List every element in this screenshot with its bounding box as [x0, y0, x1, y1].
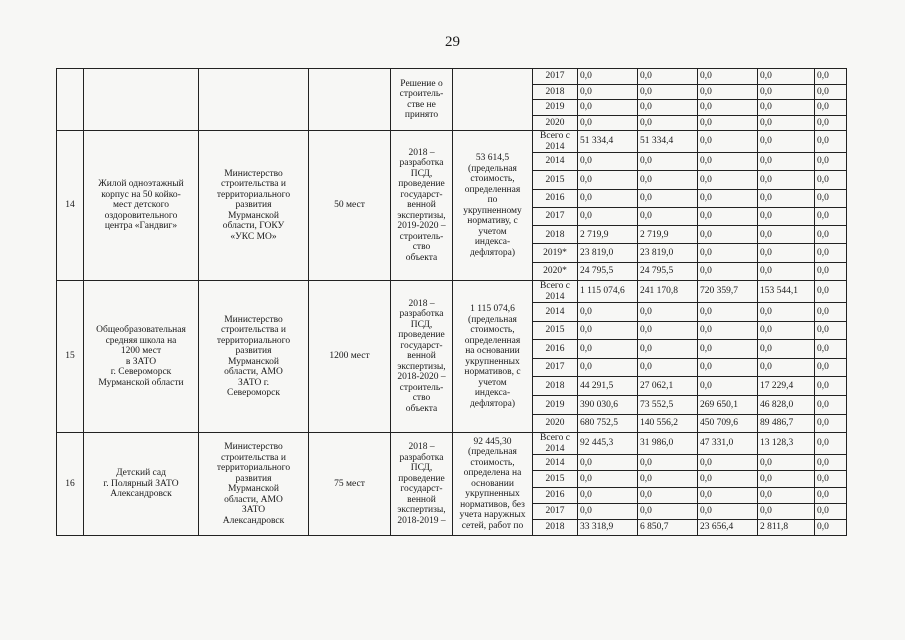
- funding-value: 23 656,4: [698, 519, 758, 535]
- funding-value: 0,0: [578, 340, 638, 359]
- funding-value: 0,0: [578, 503, 638, 519]
- funding-value: 0,0: [578, 321, 638, 340]
- year-cell: Всего с 2014: [533, 131, 578, 153]
- construction-decision: 2018 – разработка ПСД, проведение государст- венной экспертизы, 2018-2019 –: [391, 433, 453, 536]
- funding-value: 0,0: [815, 207, 847, 225]
- funding-value: 0,0: [638, 84, 698, 100]
- object-name: Детский сад г. Полярный ЗАТО Александровск: [84, 433, 199, 536]
- responsible-org: [199, 69, 309, 131]
- table-body: [57, 69, 847, 536]
- funding-value: 0,0: [698, 471, 758, 487]
- funding-value: 153 544,1: [758, 281, 815, 303]
- funding-value: 0,0: [698, 377, 758, 396]
- funding-value: 17 229,4: [758, 377, 815, 396]
- funding-value: 0,0: [758, 84, 815, 100]
- funding-value: 0,0: [578, 358, 638, 377]
- funding-value: 0,0: [698, 171, 758, 189]
- funding-value: 0,0: [758, 100, 815, 116]
- year-cell: 2018: [533, 519, 578, 535]
- funding-value: 0,0: [698, 321, 758, 340]
- funding-value: 89 486,7: [758, 414, 815, 433]
- responsible-org: Министерство строительства и территориального развития Мурманской области, АМО ЗАТО г. Североморск: [199, 281, 309, 433]
- object-capacity: 75 мест: [309, 433, 391, 536]
- year-cell: 2016: [533, 189, 578, 207]
- table-row: [57, 281, 847, 303]
- funding-value: 0,0: [758, 471, 815, 487]
- year-cell: 2017: [533, 69, 578, 85]
- funding-value: 0,0: [758, 207, 815, 225]
- funding-value: 0,0: [815, 321, 847, 340]
- funding-value: 2 719,9: [578, 226, 638, 244]
- funding-value: 0,0: [698, 189, 758, 207]
- funding-value: 23 819,0: [578, 244, 638, 262]
- funding-value: 0,0: [758, 171, 815, 189]
- funding-value: 0,0: [815, 396, 847, 415]
- year-cell: 2019: [533, 100, 578, 116]
- funding-value: 0,0: [815, 433, 847, 455]
- funding-value: 0,0: [815, 281, 847, 303]
- year-cell: 2018: [533, 84, 578, 100]
- funding-value: 92 445,3: [578, 433, 638, 455]
- funding-value: 0,0: [758, 503, 815, 519]
- funding-value: 0,0: [638, 100, 698, 116]
- funding-value: 0,0: [815, 303, 847, 322]
- funding-value: 0,0: [758, 131, 815, 153]
- year-cell: 2015: [533, 171, 578, 189]
- funding-value: 1 115 074,6: [578, 281, 638, 303]
- funding-value: 0,0: [698, 100, 758, 116]
- responsible-org: Министерство строительства и территориального развития Мурманской области, АМО ЗАТО Александровск: [199, 433, 309, 536]
- object-capacity: [309, 69, 391, 131]
- funding-value: 0,0: [578, 69, 638, 85]
- year-cell: 2020: [533, 414, 578, 433]
- funding-value: 0,0: [578, 153, 638, 171]
- funding-value: 0,0: [815, 414, 847, 433]
- funding-value: 0,0: [758, 189, 815, 207]
- responsible-org: Министерство строительства и территориального развития Мурманской области, ГОКУ «УКС МО»: [199, 131, 309, 281]
- funding-value: 23 819,0: [638, 244, 698, 262]
- funding-value: 33 318,9: [578, 519, 638, 535]
- year-cell: 2015: [533, 321, 578, 340]
- year-cell: Всего с 2014: [533, 433, 578, 455]
- funding-value: 0,0: [815, 244, 847, 262]
- funding-value: 0,0: [578, 207, 638, 225]
- estimated-cost: 1 115 074,6 (предельная стоимость, определенная на основании укрупненных нормативов, с учетом индекса- дефлятора): [453, 281, 533, 433]
- object-capacity: 1200 мест: [309, 281, 391, 433]
- object-number: 14: [57, 131, 84, 281]
- funding-value: 0,0: [638, 503, 698, 519]
- object-number: 16: [57, 433, 84, 536]
- funding-value: 6 850,7: [638, 519, 698, 535]
- object-capacity: 50 мест: [309, 131, 391, 281]
- funding-value: 0,0: [638, 340, 698, 359]
- year-cell: 2014: [533, 153, 578, 171]
- year-cell: 2020: [533, 115, 578, 131]
- funding-value: 0,0: [815, 358, 847, 377]
- funding-value: 0,0: [578, 189, 638, 207]
- funding-value: 0,0: [698, 131, 758, 153]
- funding-value: 27 062,1: [638, 377, 698, 396]
- funding-value: 140 556,2: [638, 414, 698, 433]
- year-cell: 2016: [533, 487, 578, 503]
- funding-value: 680 752,5: [578, 414, 638, 433]
- funding-value: 0,0: [758, 340, 815, 359]
- year-cell: Всего с 2014: [533, 281, 578, 303]
- funding-value: 51 334,4: [638, 131, 698, 153]
- table-row: [57, 131, 847, 153]
- funding-value: 0,0: [758, 69, 815, 85]
- funding-value: 0,0: [758, 226, 815, 244]
- funding-value: 450 709,6: [698, 414, 758, 433]
- funding-value: 0,0: [638, 115, 698, 131]
- object-name: Общеобразовательная средняя школа на 1200 мест в ЗАТО г. Североморск Мурманской области: [84, 281, 199, 433]
- funding-value: 24 795,5: [578, 262, 638, 280]
- funding-value: 0,0: [698, 115, 758, 131]
- object-number: [57, 69, 84, 131]
- funding-value: 0,0: [698, 340, 758, 359]
- funding-value: 390 030,6: [578, 396, 638, 415]
- funding-value: 51 334,4: [578, 131, 638, 153]
- funding-value: 0,0: [815, 153, 847, 171]
- funding-value: 24 795,5: [638, 262, 698, 280]
- funding-value: 0,0: [698, 262, 758, 280]
- year-cell: 2017: [533, 358, 578, 377]
- funding-value: 0,0: [578, 100, 638, 116]
- funding-value: 0,0: [638, 487, 698, 503]
- funding-value: 0,0: [815, 471, 847, 487]
- funding-value: 0,0: [638, 455, 698, 471]
- investment-table: [56, 68, 847, 536]
- funding-value: 31 986,0: [638, 433, 698, 455]
- construction-decision: 2018 – разработка ПСД, проведение государст- венной экспертизы, 2018-2020 – строитель- ство объекта: [391, 281, 453, 433]
- funding-value: 0,0: [815, 377, 847, 396]
- funding-value: 0,0: [758, 262, 815, 280]
- funding-value: 0,0: [698, 69, 758, 85]
- funding-value: 0,0: [578, 84, 638, 100]
- funding-value: 0,0: [815, 69, 847, 85]
- construction-decision: 2018 – разработка ПСД, проведение государст- венной экспертизы, 2019-2020 – строитель- ство объекта: [391, 131, 453, 281]
- funding-value: 0,0: [698, 358, 758, 377]
- object-number: 15: [57, 281, 84, 433]
- funding-value: 0,0: [815, 503, 847, 519]
- funding-value: 0,0: [815, 519, 847, 535]
- year-cell: 2016: [533, 340, 578, 359]
- funding-value: 0,0: [815, 84, 847, 100]
- funding-value: 269 650,1: [698, 396, 758, 415]
- funding-value: 0,0: [638, 171, 698, 189]
- funding-value: 0,0: [815, 115, 847, 131]
- funding-value: 0,0: [758, 358, 815, 377]
- funding-value: 0,0: [698, 84, 758, 100]
- table-row: [57, 433, 847, 455]
- year-cell: 2017: [533, 503, 578, 519]
- year-cell: 2017: [533, 207, 578, 225]
- funding-value: 0,0: [638, 189, 698, 207]
- year-cell: 2018: [533, 377, 578, 396]
- funding-value: 0,0: [578, 171, 638, 189]
- funding-value: 46 828,0: [758, 396, 815, 415]
- funding-value: 0,0: [815, 262, 847, 280]
- object-name: Жилой одноэтажный корпус на 50 койко- мест детского оздоровительного центра «Гандвиг»: [84, 131, 199, 281]
- funding-value: 44 291,5: [578, 377, 638, 396]
- funding-value: 0,0: [815, 340, 847, 359]
- funding-value: 0,0: [815, 455, 847, 471]
- funding-value: 0,0: [578, 455, 638, 471]
- funding-value: 0,0: [698, 455, 758, 471]
- estimated-cost: 53 614,5 (предельная стоимость, определенная по укрупненному нормативу, с учетом индекса- дефлятора): [453, 131, 533, 281]
- funding-value: 0,0: [638, 358, 698, 377]
- funding-value: 0,0: [758, 303, 815, 322]
- construction-decision: Решение о строитель- стве не принято: [391, 69, 453, 131]
- funding-value: 0,0: [815, 100, 847, 116]
- funding-value: 0,0: [815, 131, 847, 153]
- object-name: [84, 69, 199, 131]
- year-cell: 2020*: [533, 262, 578, 280]
- funding-value: 0,0: [758, 455, 815, 471]
- year-cell: 2014: [533, 455, 578, 471]
- funding-value: 0,0: [578, 115, 638, 131]
- funding-value: 0,0: [578, 471, 638, 487]
- funding-value: 0,0: [698, 303, 758, 322]
- funding-value: 0,0: [815, 226, 847, 244]
- funding-value: 2 719,9: [638, 226, 698, 244]
- funding-value: 0,0: [758, 153, 815, 171]
- year-cell: 2018: [533, 226, 578, 244]
- funding-value: 720 359,7: [698, 281, 758, 303]
- funding-value: 0,0: [758, 321, 815, 340]
- page-number: 29: [445, 34, 460, 50]
- estimated-cost: [453, 69, 533, 131]
- funding-value: 0,0: [815, 487, 847, 503]
- funding-value: 0,0: [578, 487, 638, 503]
- funding-value: 0,0: [638, 153, 698, 171]
- funding-value: 241 170,8: [638, 281, 698, 303]
- funding-value: 0,0: [815, 189, 847, 207]
- funding-value: 0,0: [758, 115, 815, 131]
- year-cell: 2015: [533, 471, 578, 487]
- funding-value: 0,0: [698, 487, 758, 503]
- funding-value: 0,0: [698, 153, 758, 171]
- funding-value: 0,0: [758, 244, 815, 262]
- funding-value: 0,0: [698, 207, 758, 225]
- funding-value: 0,0: [698, 503, 758, 519]
- funding-value: 0,0: [638, 69, 698, 85]
- funding-value: 0,0: [578, 303, 638, 322]
- table-row: [57, 69, 847, 85]
- year-cell: 2019*: [533, 244, 578, 262]
- year-cell: 2019: [533, 396, 578, 415]
- funding-value: 0,0: [698, 244, 758, 262]
- funding-value: 47 331,0: [698, 433, 758, 455]
- year-cell: 2014: [533, 303, 578, 322]
- funding-value: 0,0: [758, 487, 815, 503]
- funding-value: 0,0: [815, 171, 847, 189]
- funding-value: 0,0: [638, 303, 698, 322]
- funding-value: 0,0: [638, 471, 698, 487]
- estimated-cost: 92 445,30 (предельная стоимость, определена на основании укрупненных нормативов, без учета наружных сетей, работ по: [453, 433, 533, 536]
- funding-value: 13 128,3: [758, 433, 815, 455]
- funding-value: 0,0: [698, 226, 758, 244]
- funding-value: 73 552,5: [638, 396, 698, 415]
- funding-value: 0,0: [638, 321, 698, 340]
- funding-value: 2 811,8: [758, 519, 815, 535]
- funding-value: 0,0: [638, 207, 698, 225]
